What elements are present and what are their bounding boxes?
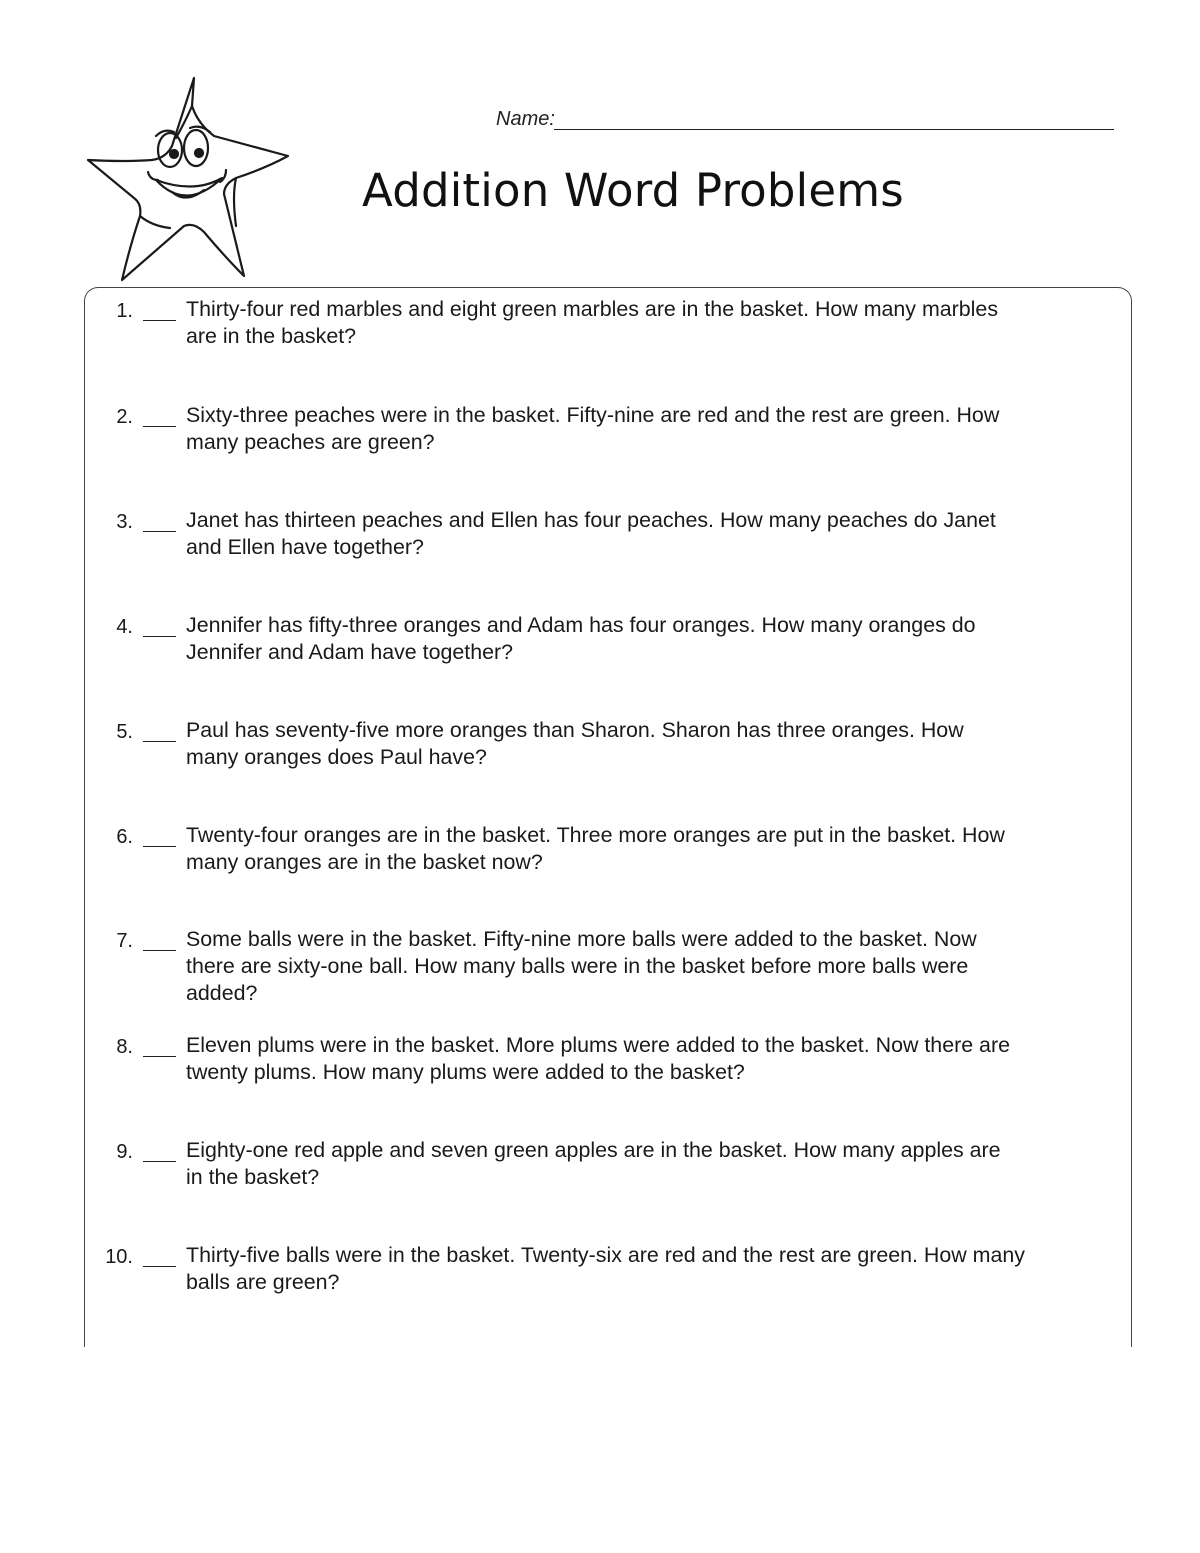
page-title: Addition Word Problems [362,164,904,217]
answer-blank[interactable] [143,1056,176,1057]
answer-blank[interactable] [143,741,176,742]
problem-1 [100,296,1125,386]
problem-text: Jennifer has fifty-three oranges and Adam has four oranges. How many oranges do Jennifer and Adam have together? [186,613,976,664]
answer-blank[interactable] [143,950,176,951]
problem-number: 7. [116,930,133,952]
problem-text: Janet has thirteen peaches and Ellen has four peaches. How many peaches do Janet and Ellen have together? [186,508,996,559]
problem-3 [100,507,1125,597]
problem-text: Twenty-four oranges are in the basket. Three more oranges are put in the basket. How many oranges are in the basket now? [186,823,1005,874]
problem-number: 4. [116,616,133,638]
problem-number: 9. [116,1141,133,1163]
problem-number: 1. [116,300,133,322]
problem-text: Eighty-one red apple and seven green apples are in the basket. How many apples are in the basket? [186,1138,1001,1189]
problem-text: Some balls were in the basket. Fifty-nine more balls were added to the basket. Now there are sixty-one ball. How many balls were in the basket before more balls were added? [186,927,977,1005]
problem-2 [100,402,1125,492]
problem-text: Sixty-three peaches were in the basket. Fifty-nine are red and the rest are green. How many peaches are green? [186,403,1000,454]
answer-blank[interactable] [143,636,176,637]
answer-blank[interactable] [143,1266,176,1267]
answer-blank[interactable] [143,846,176,847]
smiling-star-icon [86,76,292,282]
problem-number: 6. [116,826,133,848]
problem-5 [100,717,1125,807]
problem-text: Thirty-four red marbles and eight green marbles are in the basket. How many marbles are in the basket? [186,297,999,348]
problem-number: 5. [116,721,133,743]
problem-7 [100,926,1125,1016]
problem-text: Paul has seventy-five more oranges than Sharon. Sharon has three oranges. How many oranges does Paul have? [186,718,964,769]
problem-8 [100,1032,1125,1122]
problem-number: 3. [116,511,133,533]
problem-text: Eleven plums were in the basket. More plums were added to the basket. Now there are twenty plums. How many plums were added to the basket? [186,1033,1010,1084]
problem-10 [100,1242,1125,1332]
problem-number: 8. [116,1036,133,1058]
problem-text: Thirty-five balls were in the basket. Twenty-six are red and the rest are green. How many balls are green? [186,1243,1025,1294]
problem-number: 2. [116,406,133,428]
answer-blank[interactable] [143,426,176,427]
answer-blank[interactable] [143,1161,176,1162]
problem-4 [100,612,1125,702]
problem-9 [100,1137,1125,1227]
answer-blank[interactable] [143,531,176,532]
answer-blank[interactable] [143,320,176,321]
name-label: Name: [496,108,555,130]
name-line [554,129,1114,130]
name-field[interactable] [496,106,1116,134]
problem-6 [100,822,1125,912]
problem-number: 10. [105,1246,133,1268]
